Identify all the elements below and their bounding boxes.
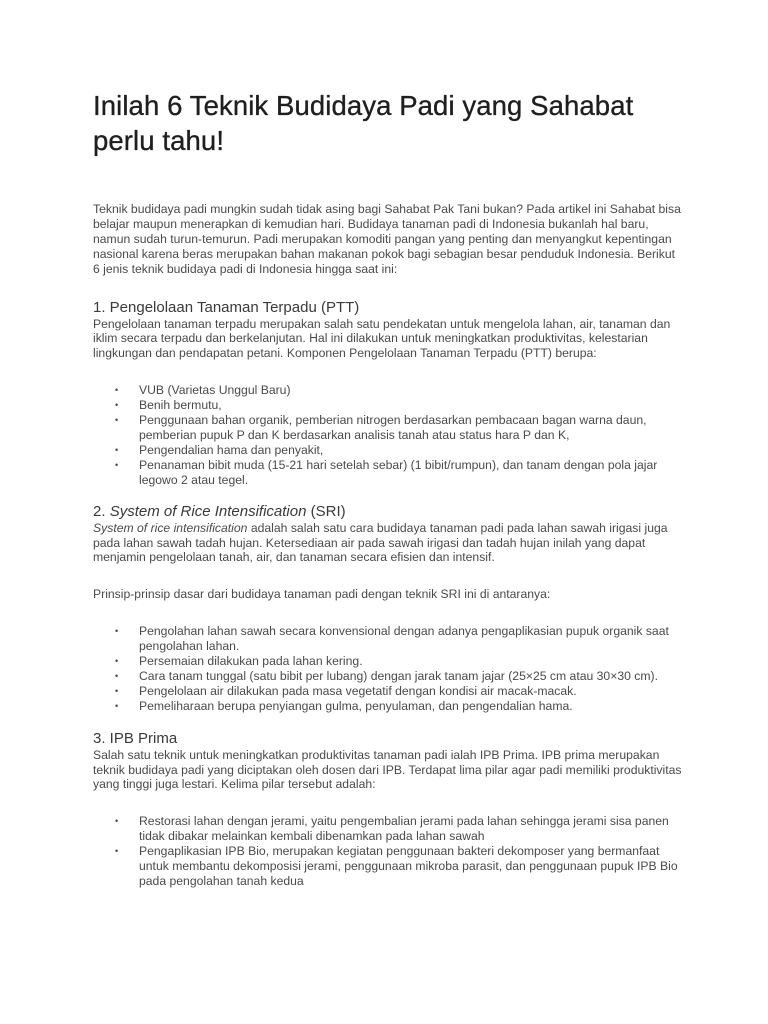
- section-2-principles-intro: Prinsip-prinsip dasar dari budidaya tanaman padi dengan teknik SRI ini di antaranya:: [93, 587, 551, 602]
- list-item: • Pengendalian hama dan penyakit,: [139, 443, 683, 458]
- section-1-list: [93, 383, 683, 487]
- section-3-heading: 3. IPB Prima: [93, 729, 178, 747]
- section-1-body: Pengelolaan tanaman terpadu merupakan salah satu pendekatan untuk mengelola lahan, air, tanaman dan iklim secara terpadu dan berkelanjutan. Hal ini dilakukan untuk meningkatkan produktivitas, kelestarian lingkungan dan pendapatan petani. Komponen Pengelolaan Tanaman Terpadu (PTT) berupa:: [93, 316, 671, 361]
- list-item: • Persemaian dilakukan pada lahan kering.: [139, 654, 683, 669]
- section-2-list: [93, 624, 683, 713]
- section-2-heading: [93, 503, 683, 521]
- list-item: • Pemeliharaan berupa penyiangan gulma, penyulaman, dan pengendalian hama.: [139, 699, 683, 714]
- section-3-list: [93, 814, 683, 889]
- list-item: • Restorasi lahan dengan jerami, yaitu pengembalian jerami pada lahan sehingga jerami sisa panen tidak dibakar melainkan kembali dibenamkan pada lahan sawah: [139, 814, 683, 844]
- section-2-body-rest: adalah salah satu cara budidaya tanaman padi pada lahan sawah irigasi juga pada lahan sawah tadah hujan. Ketersediaan air pada sawah irigasi dan tadah hujan inilah yang dapat menjamin pengelolaan tanah, air, dan tanaman secara efisien dan intensif.: [93, 520, 668, 565]
- list-item: • Penggunaan bahan organik, pemberian nitrogen berdasarkan pembacaan bagan warna daun, pemberian pupuk P dan K berdasarkan analisis tanah atau status hara P dan K,: [139, 413, 683, 443]
- list-item: • Cara tanam tunggal (satu bibit per lubang) dengan jarak tanam jajar (25×25 cm atau 30×30 cm).: [139, 669, 683, 684]
- section-2-heading-prefix: 2.: [93, 502, 110, 520]
- section-2-body-italic: System of rice intensification: [93, 520, 248, 535]
- list-item: • Penanaman bibit muda (15-21 hari setelah sebar) (1 bibit/rumpun), dan tanam dengan pola jajar legowo 2 atau tegel.: [139, 458, 683, 488]
- article: [93, 88, 683, 889]
- list-item: • Benih bermutu,: [139, 398, 683, 413]
- list-item: • Pengelolaan air dilakukan pada masa vegetatif dengan kondisi air macak-macak.: [139, 684, 683, 699]
- list-item: • Pengaplikasian IPB Bio, merupakan kegiatan penggunaan bakteri dekomposer yang bermanfaat untuk membantu dekomposisi jerami, penggunaan mikroba parasit, dan penggunaan pupuk IPB Bio pada pengolahan tanah kedua: [139, 844, 683, 889]
- section-3-body: Salah satu teknik untuk meningkatkan produktivitas tanaman padi ialah IPB Prima. IPB prima merupakan teknik budidaya padi yang diciptakan oleh dosen dari IPB. Terdapat lima pilar agar padi memiliki produktivitas yang tinggi juga lestari. Kelima pilar tersebut adalah:: [93, 747, 682, 792]
- article-title: Inilah 6 Teknik Budidaya Padi yang Sahabat perlu tahu!: [93, 90, 634, 156]
- list-item: • VUB (Varietas Unggul Baru): [139, 383, 683, 398]
- intro-paragraph: Teknik budidaya padi mungkin sudah tidak asing bagi Sahabat Pak Tani bukan? Pada artikel ini Sahabat bisa belajar maupun menerapkan di kemudian hari. Budidaya tanaman padi di Indonesia bukanlah hal baru, namun sudah turun-temurun. Padi merupakan komoditi pangan yang penting dan menyangkut kepentingan nasional karena beras merupakan bahan makanan pokok bagi sebagian besar penduduk Indonesia. Berikut 6 jenis teknik budidaya padi di Indonesia hingga saat ini:: [93, 202, 681, 276]
- section-1-heading: 1. Pengelolaan Tanaman Terpadu (PTT): [93, 298, 360, 316]
- section-2-heading-italic: System of Rice Intensification: [109, 502, 307, 520]
- list-item: • Pengolahan lahan sawah secara konvensional dengan adanya pengaplikasian pupuk organik saat pengolahan lahan.: [139, 624, 683, 654]
- section-2-body: [93, 521, 683, 566]
- section-2-heading-suffix: (SRI): [306, 502, 346, 520]
